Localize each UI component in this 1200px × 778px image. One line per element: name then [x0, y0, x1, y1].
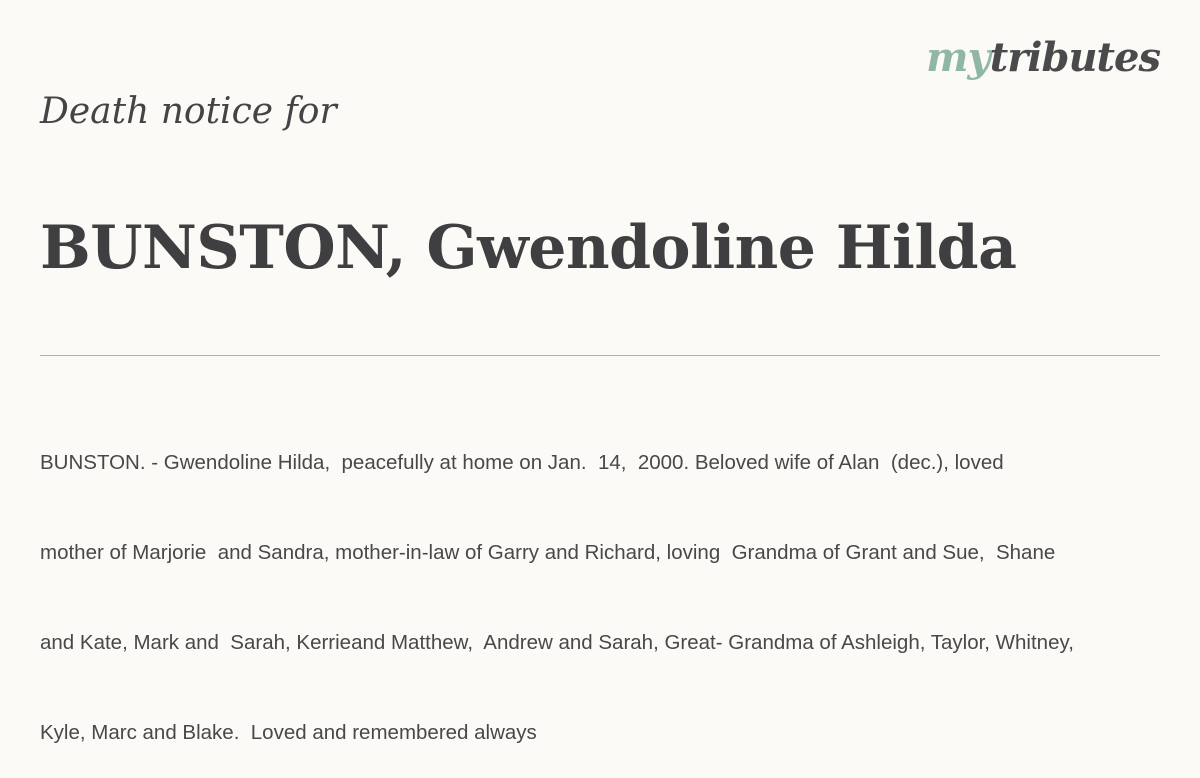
deceased-name: BUNSTON, Gwendoline Hilda: [40, 213, 1017, 283]
logo-prefix: my: [926, 34, 990, 81]
notice-line: mother of Marjorie and Sandra, mother-in-law of Garry and Richard, loving Grandma of Grant and Sue, Shane: [40, 541, 1056, 564]
notice-line: and Kate, Mark and Sarah, Kerrieand Matthew, Andrew and Sarah, Great- Grandma of Ashleigh, Taylor, Whitney,: [40, 631, 1074, 654]
divider: [40, 355, 1160, 356]
page-subtitle: Death notice for: [40, 91, 337, 132]
logo-suffix: tributes: [989, 34, 1160, 81]
mytributes-logo[interactable]: [926, 30, 1160, 86]
notice-line: BUNSTON. - Gwendoline Hilda, peacefully at home on Jan. 14, 2000. Beloved wife of Alan (dec.), loved: [40, 451, 1004, 474]
notice-line: Kyle, Marc and Blake. Loved and remembered always: [40, 721, 537, 744]
notice-text: [40, 388, 1170, 778]
